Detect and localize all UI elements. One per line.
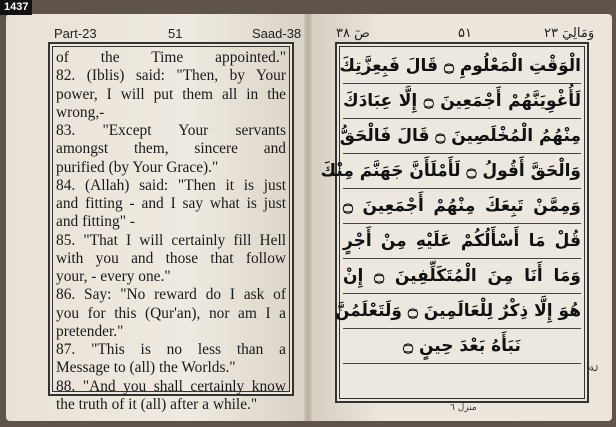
text-line: amongst them, sincere and xyxy=(56,140,286,158)
text-line: and fitting" - xyxy=(56,213,135,231)
left-header-page-number: 51 xyxy=(168,26,183,41)
ruku-margin-mark: ع xyxy=(584,365,598,372)
text-line: 87. "This is no less than a xyxy=(56,341,286,358)
text-line: 82. (Iblis) said: "Then, by Your xyxy=(56,67,286,85)
text-line: with you and those that follow xyxy=(56,249,286,267)
text-line: 86. Say: "No reward do I ask of xyxy=(56,286,286,304)
arabic-line: قُلْ مَا أَسْأَلُكُمْ عَلَيْهِ مِنْ أَجْرٍ xyxy=(343,224,581,259)
arabic-text xyxy=(320,49,581,364)
text-line: power, I will put them all in the xyxy=(56,85,286,103)
arabic-line: وَمِمَّنْ تَبِعَكَ مِنْهُمْ أَجْمَعِينَ ۝ xyxy=(343,189,581,224)
arabic-line: هُوَ إِلَّا ذِكْرٌ لِلْعَالَمِينَ ۝ وَلَتَعْلَمُنَّ xyxy=(343,294,581,329)
arabic-line: وَالْحَقَّ أَقُولُ ۝ لَأَمْلَأَنَّ جَهَنَّمَ مِنْكَ xyxy=(343,154,581,189)
book-gutter xyxy=(304,14,312,421)
right-header-page-number: ۵۱ xyxy=(458,26,472,41)
text-line: and fitting - and I say what is just xyxy=(56,195,286,212)
left-header-surah: Saad-38 xyxy=(252,26,302,41)
text-line: pretender." xyxy=(56,322,124,340)
arabic-line: الْوَقْتِ الْمَعْلُومِ ۝ قَالَ فَبِعِزَّتِكَ xyxy=(343,49,581,84)
text-line: purified (by Your Grace)." xyxy=(56,158,219,176)
translation-text xyxy=(56,49,286,414)
right-header-surah: صٓ ۳۸ xyxy=(336,26,370,41)
text-line: of the Time appointed." xyxy=(56,49,286,66)
left-header-part: Part-23 xyxy=(54,26,97,41)
text-line: 83. "Except Your servants xyxy=(56,122,286,139)
text-line: your, - every one." xyxy=(56,268,171,285)
text-line: you for this (Qur'an), nor am I a xyxy=(56,304,286,322)
arabic-line: نَبَأَهُ بَعْدَ حِينٍ ۝ xyxy=(343,329,581,364)
text-line: 84. (Allah) said: "Then it is just xyxy=(56,176,286,194)
right-header-part: وَمَالِيَ ۲۳ xyxy=(544,26,595,41)
arabic-line: مِنْهُمُ الْمُخْلَصِينَ ۝ قَالَ فَالْحَقُّ xyxy=(343,119,581,154)
text-line: wrong,- xyxy=(56,103,105,121)
manzil-footer: منزل ٦ xyxy=(450,403,477,413)
arabic-line: لَأُغْوِيَنَّهُمْ أَجْمَعِينَ ۝ إِلَّا عِبَادَكَ xyxy=(343,84,581,119)
text-line: 85. "That I will certainly fill Hell xyxy=(56,231,286,249)
text-line: 88. "And you shall certainly know xyxy=(56,377,286,395)
arabic-line: وَمَا أَنَا مِنَ الْمُتَكَلِّفِينَ ۝ إِنْ xyxy=(343,259,581,294)
text-line: Message to (all) the Worlds." xyxy=(56,359,236,377)
text-line: the truth of it (all) after a while." xyxy=(56,395,258,413)
image-tag: 1437 xyxy=(0,0,32,15)
